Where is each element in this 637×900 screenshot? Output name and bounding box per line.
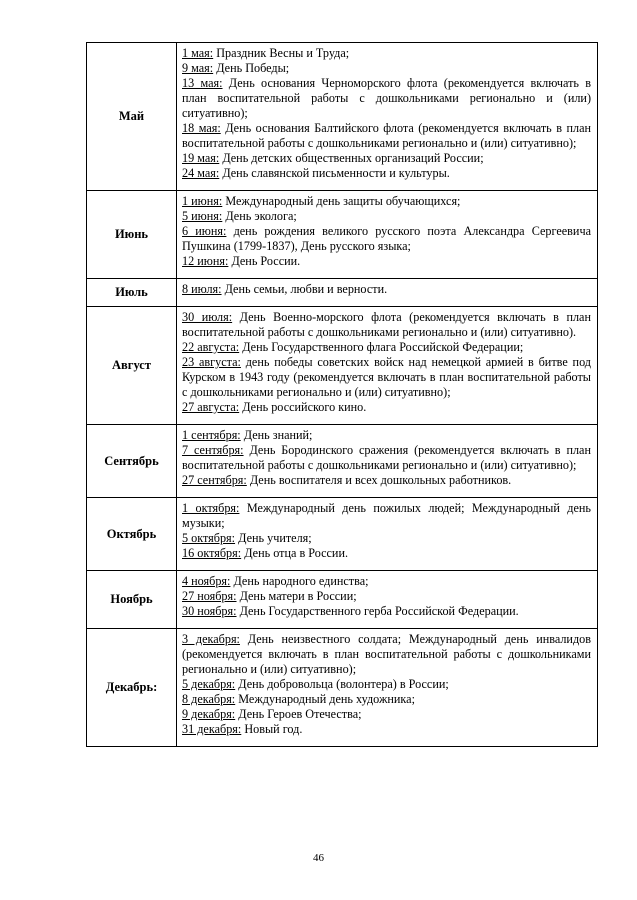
events-cell [177,43,598,191]
event-text: Международный день защиты обучающихся; [222,194,461,208]
event-date: 6 июня: [182,224,227,238]
table-row [87,498,598,571]
event-date: 1 сентября: [182,428,241,442]
event-item [182,254,591,269]
event-date: 27 сентября: [182,473,247,487]
event-item [182,428,591,443]
event-text: Праздник Весны и Труда; [213,46,350,60]
page-number: 46 [313,852,324,864]
event-item [182,61,591,76]
event-text: День детских общественных организаций России; [219,151,484,165]
month-name: Июль [115,285,148,299]
event-text: День неизвестного солдата; Международный день инвалидов (рекомендуется включать в план воспитательной работы с дошкольниками регионально и (или) ситуативно); [182,632,592,676]
event-date: 5 октября: [182,531,236,545]
event-item [182,473,591,488]
event-date: 13 мая: [182,76,223,90]
event-date: 30 июля: [182,310,233,324]
event-date: 7 сентября: [182,443,244,457]
month-cell [87,191,177,279]
event-date: 30 ноября: [182,604,237,618]
event-text: день рождения великого русского поэта Александра Сергеевича Пушкина (1799-1837), День русского языка; [182,224,591,253]
events-cell [177,498,598,571]
events-cell [177,629,598,747]
event-item [182,677,591,692]
event-date: 19 мая: [182,151,220,165]
event-item [182,707,591,722]
events-cell [177,191,598,279]
month-cell [87,498,177,571]
month-name: Декабрь: [105,680,158,694]
event-text: День семьи, любви и верности. [221,282,388,296]
event-item [182,121,591,151]
event-date: 27 ноября: [182,589,237,603]
event-text: Международный день художника; [235,692,415,706]
event-item [182,692,591,707]
month-cell [87,571,177,629]
event-item [182,310,591,340]
event-text: День Военно-морского флота (рекомендуется включать в план воспитательной работы с дошкольниками регионально и (или) ситуативно). [182,310,591,339]
event-date: 31 декабря: [182,722,242,736]
event-text: День Победы; [213,61,290,75]
event-text: День учителя; [235,531,312,545]
table-row [87,307,598,425]
event-date: 12 июня: [182,254,229,268]
event-item [182,722,591,737]
month-name: Май [118,109,145,123]
event-text: День Государственного флага Российской Федерации; [239,340,524,354]
event-item [182,224,591,254]
event-date: 16 октября: [182,546,242,560]
event-item [182,282,591,297]
month-cell [87,43,177,191]
event-date: 1 мая: [182,46,214,60]
event-item [182,355,591,400]
event-item [182,46,591,61]
event-item [182,76,591,121]
event-item [182,166,591,181]
month-name: Август [111,358,151,372]
month-name: Октябрь [106,526,157,541]
month-name: Июнь [114,227,149,241]
event-date: 22 августа: [182,340,240,354]
event-date: 3 декабря: [182,632,240,646]
event-date: 9 декабря: [182,707,236,721]
event-item [182,589,591,604]
event-text: День Героев Отечества; [235,707,362,721]
event-item [182,531,591,546]
event-item [182,501,591,531]
event-text: День славянской письменности и культуры. [219,166,450,180]
events-cell [177,279,598,307]
event-text: День российского кино. [239,400,367,414]
table-row [87,279,598,307]
event-text: День добровольца (волонтера) в России; [235,677,449,691]
month-cell [87,307,177,425]
event-date: 5 июня: [182,209,223,223]
event-text: День России. [228,254,301,268]
event-item [182,209,591,224]
month-cell [87,425,177,498]
event-text: День матери в России; [236,589,357,603]
table-row [87,629,598,747]
event-item [182,340,591,355]
event-date: 4 ноября: [182,574,231,588]
event-date: 27 августа: [182,400,240,414]
event-date: 9 мая: [182,61,214,75]
event-text: день победы советских войск над немецкой армией в битве под Курском в 1943 году (рекомендуется включать в план воспитательной работы с дошкольниками регионально и (или) ситуативно); [182,355,592,399]
event-text: Новый год. [241,722,303,736]
event-date: 5 декабря: [182,677,236,691]
event-text: День народного единства; [230,574,369,588]
calendar-table [86,42,598,747]
table-row [87,425,598,498]
table-row [87,571,598,629]
event-date: 8 декабря: [182,692,236,706]
event-date: 8 июля: [182,282,222,296]
event-item [182,574,591,589]
event-text: День основания Балтийского флота (рекомендуется включать в план воспитательной работы с дошкольниками регионально и (или) ситуативно); [182,121,591,150]
event-date: 1 июня: [182,194,223,208]
event-date: 18 мая: [182,121,221,135]
month-name: Сентябрь [104,453,159,468]
event-text: День Бородинского сражения (рекомендуется включать в план воспитательной работы с дошкольниками регионально и (или) ситуативно); [182,443,591,472]
event-item [182,632,591,677]
event-text: День основания Черноморского флота (рекомендуется включать в план воспитательной работы с дошкольниками регионально и (или) ситуативно); [182,76,592,120]
events-cell [177,571,598,629]
event-text: День эколога; [222,209,297,223]
event-item [182,546,591,561]
event-text: День отца в России. [241,546,349,560]
event-item [182,443,591,473]
month-cell [87,279,177,307]
table-row [87,43,598,191]
event-date: 1 октября: [182,501,240,515]
month-name: Ноябрь [110,592,153,606]
event-date: 24 мая: [182,166,220,180]
event-item [182,604,591,619]
event-item [182,194,591,209]
table-row [87,191,598,279]
event-text: Международный день пожилых людей; Международный день музыки; [182,501,591,530]
event-date: 23 августа: [182,355,241,369]
events-cell [177,425,598,498]
event-text: День воспитателя и всех дошкольных работников. [246,473,512,487]
event-item [182,151,591,166]
events-cell [177,307,598,425]
month-cell [87,629,177,747]
event-item [182,400,591,415]
event-text: День Государственного герба Российской Федерации. [236,604,519,618]
event-text: День знаний; [240,428,313,442]
